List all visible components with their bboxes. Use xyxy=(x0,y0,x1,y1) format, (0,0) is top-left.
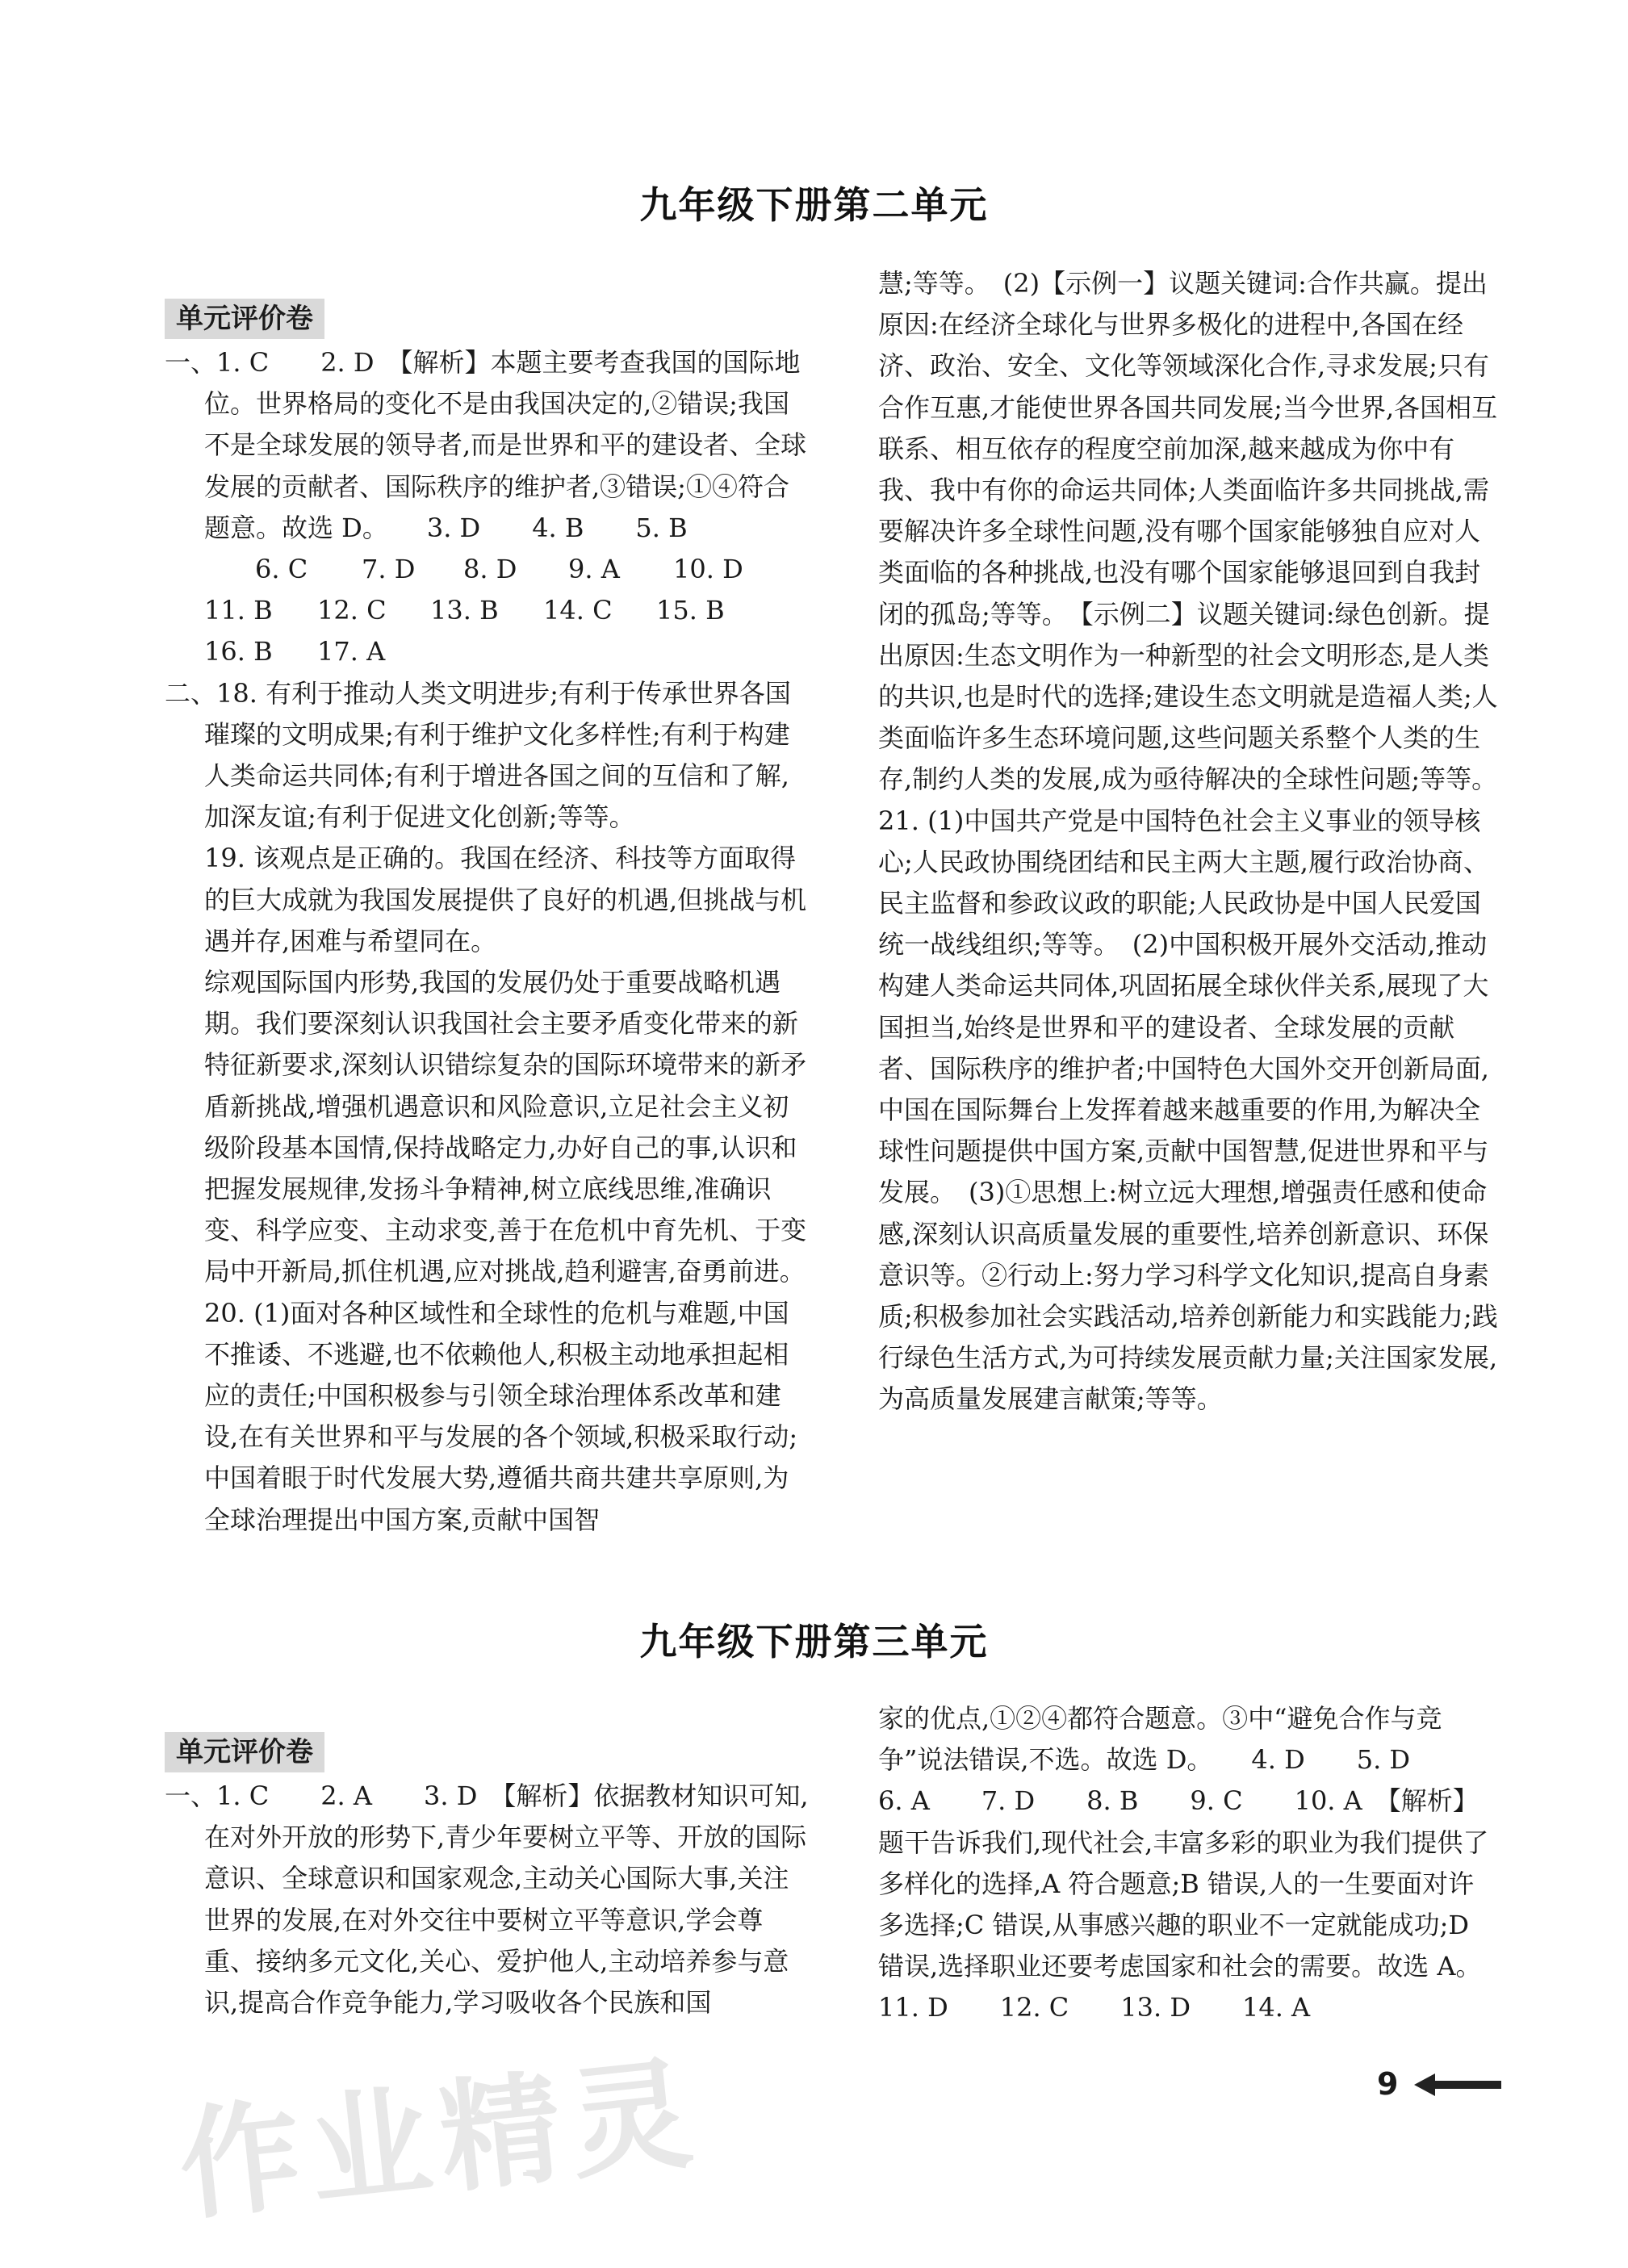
answer-item: 8. D xyxy=(463,554,517,585)
answer-item: 13. B xyxy=(430,595,499,626)
watermark-logo: 作业精灵 xyxy=(173,2043,708,2238)
unit2-answer-18: 二、18. 有利于推动人类文明进步;有利于传承世界各国璀璨的文明成果;有利于维护文化多样性;有利于构建人类命运共同体;有利于增进各国之间的互信和了解,加深友谊;有利于促进文化创新;等等。 xyxy=(165,677,791,833)
unit2-answer-19-cont: 综观国际国内形势,我国的发展仍处于重要战略机遇期。我们要深刻认识我国社会主要矛盾变化带来的新特征新要求,深刻认识错综复杂的国际环境带来的新矛盾新挑战,增强机遇意识和风险意识,立足社会主义初级阶段基本国情,保持战略定力,办好自己的事,认识和把握发展规律,发扬斗争精神,树立底线思维,准确识变、科学应变、主动求变,善于在危机中育先机、于变局中开新局,抓住机遇,应对挑战,趋利避害,奋勇前进。 xyxy=(204,967,807,1287)
answer-row xyxy=(165,590,810,631)
unit2-answer-20: 20. (1)面对各种区域性和全球性的危机与难题,中国不推诿、不逃避,也不依赖他人,积极主动地承担起相应的责任;中国积极参与引领全球治理体系改革和建设,在有关世界和平与发展的各个领域,积极采取行动;中国着眼于时代发展大势,遵循共商共建共享原则,为全球治理提出中国方案,贡献中国智 xyxy=(204,1297,798,1535)
page-number: 9 xyxy=(1377,2066,1399,2102)
unit3-answer-6-14: 6. A 7. D 8. B 9. C 10. A 【解析】题干告诉我们,现代社会,丰富多彩的职业为我们提供了多样化的选择,A 符合题意;B 错误,人的一生要面对许多选择;C 错误,从事感兴趣的职业不一定就能成功;D 错误,选择职业还要考虑国家和社会的需要。故选 A。 11. D 12. C 13. D 14. A xyxy=(878,1785,1521,2023)
unit2-right-column xyxy=(878,263,1500,1421)
answer-item: 15. B xyxy=(656,595,725,626)
unit3-answer-cont: 家的优点,①②④都符合题意。③中“避免合作与竞争”说法错误,不选。故选 D。 4. D 5. D xyxy=(878,1703,1442,1776)
unit2-left-column xyxy=(165,299,810,1541)
answer-row xyxy=(165,631,810,672)
unit3-subtitle: 单元评价卷 xyxy=(165,1732,324,1772)
answer-item: 9. A xyxy=(568,554,620,585)
unit3-right-column xyxy=(878,1698,1521,2029)
unit2-answer-20-cont: 慧;等等。 (2)【示例一】议题关键词:合作共赢。提出原因:在经济全球化与世界多极化的进程中,各国在经济、政治、安全、文化等领域深化合作,寻求发展;只有合作互惠,才能使世界各国共同发展;当今世界,各国相互联系、相互依存的程度空前加深,越来越成为你中有我、我中有你的命运共同体;人类面临许多共同挑战,需要解决许多全球性问题,没有哪个国家能够独自应对人类面临的各种挑战,也没有哪个国家能够退回到自我封闭的孤岛;等等。 【示例二】议题关键词:绿色创新。提出原因:生态文明作为一种新型的社会文明形态,是人类的共识,也是时代的选择;建设生态文明就是造福人类;人类面临许多生态环境问题,这些问题关系整个人类的生存,制约人类的发展,成为亟待解决的全球性问题;等等。 xyxy=(878,268,1498,795)
answer-item: 17. A xyxy=(317,636,386,667)
answer-item: 16. B xyxy=(204,636,273,667)
answer-item: 6. C xyxy=(255,554,308,585)
unit3-answer-block-1: 一、1. C 2. A 3. D 【解析】依据教材知识可知,在对外开放的形势下,青少年要树立平等、开放的国际意识、全球意识和国家观念,主动关心国际大事,关注世界的发展,在对外交往中要树立平等意识,学会尊重、接纳多元文化,关心、爱护他人,主动培养参与意识,提高合作竞争能力,学习吸收各个民族和国 xyxy=(165,1781,809,2019)
answer-item: 14. C xyxy=(543,595,613,626)
answer-row xyxy=(165,549,810,590)
unit3-left-column xyxy=(165,1732,810,2023)
answer-item: 12. C xyxy=(317,595,387,626)
unit2-answer-19: 19. 该观点是正确的。我国在经济、科技等方面取得的巨大成就为我国发展提供了良好的机遇,但挑战与机遇并存,困难与希望同在。 xyxy=(204,843,807,956)
answer-item: 10. D xyxy=(673,554,743,585)
answer-item: 11. B xyxy=(204,595,273,626)
answer-item: 7. D xyxy=(362,554,416,585)
unit2-subtitle: 单元评价卷 xyxy=(165,299,324,339)
unit2-answer-block-1: 一、1. C 2. D 【解析】本题主要考查我国的国际地位。世界格局的变化不是由我国决定的,②错误;我国不是全球发展的领导者,而是世界和平的建设者、全球发展的贡献者、国际秩序的维护者,③错误;①④符合题意。故选 D。 3. D 4. B 5. B xyxy=(165,347,807,543)
section-title-unit2: 九年级下册第二单元 xyxy=(639,183,989,227)
arrow-left-icon xyxy=(1414,2071,1503,2099)
section-title-unit3: 九年级下册第三单元 xyxy=(639,1620,989,1663)
unit2-answer-21: 21. (1)中国共产党是中国特色社会主义事业的领导核心;人民政协围绕团结和民主两大主题,履行政治协商、民主监督和参政议政的职能;人民政协是中国人民爱国统一战线组织;等等。 (2)中国积极开展外交活动,推动构建人类命运共同体,巩固拓展全球伙伴关系,展现了大国担当,始终是世界和平的建设者、全球发展的贡献者、国际秩序的维护者;中国特色大国外交开创新局面,中国在国际舞台上发挥着越来越重要的作用,为解决全球性问题提供中国方案,贡献中国智慧,促进世界和平与发展。 (3)①思想上:树立远大理想,增强责任感和使命感,深刻认识高质量发展的重要性,培养创新意识、环保意识等。②行动上:努力学习科学文化知识,提高自身素质;积极参加社会实践活动,培养创新能力和实践能力;践行绿色生活方式,为可持续发展贡献力量;关注国家发展,为高质量发展建言献策;等等。 xyxy=(878,805,1498,1415)
